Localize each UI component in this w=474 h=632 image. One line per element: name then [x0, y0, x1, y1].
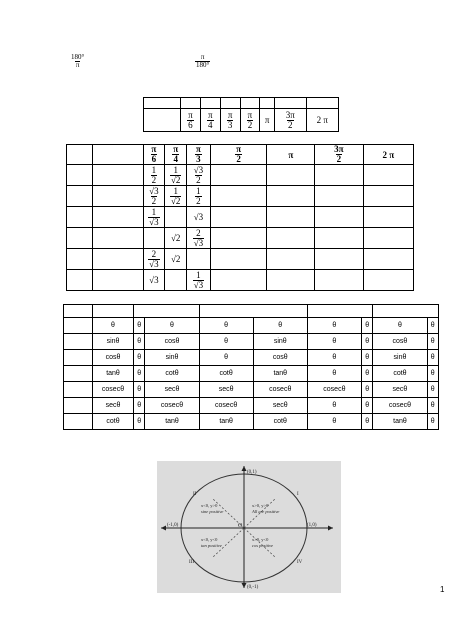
- fraction-numerator: π: [188, 109, 193, 120]
- identities-row: [64, 398, 439, 414]
- radians-header-cell: [220, 98, 240, 109]
- fraction-numerator: 1: [196, 185, 201, 196]
- identities-row-label: [64, 334, 93, 350]
- fraction: [170, 187, 181, 206]
- conversion-left-numerator: 180°: [71, 53, 85, 61]
- identities-row-label: [64, 318, 93, 334]
- identities-row-label: [64, 398, 93, 414]
- identities-row: [64, 382, 439, 398]
- conversion-right-denominator: 180°: [196, 61, 210, 69]
- fraction-numerator: 1: [173, 185, 178, 196]
- identities-cell: cosθ: [93, 350, 134, 366]
- values-cell-empty: [210, 249, 267, 270]
- point-left-label: (-1,0): [167, 523, 179, 528]
- identities-cell: θ: [134, 334, 145, 350]
- fraction-denominator: 2: [236, 154, 241, 164]
- radians-header-cell: [240, 98, 260, 109]
- radians-cell: 2 π: [306, 109, 338, 132]
- identities-row: [64, 334, 439, 350]
- values-header-blank: [67, 145, 93, 165]
- values-header-blank: [92, 145, 143, 165]
- fraction-denominator: 2: [196, 174, 201, 185]
- fraction-denominator: 4: [173, 154, 178, 164]
- identities-cell: tanθ: [253, 366, 307, 382]
- fraction-numerator: 1: [151, 206, 157, 217]
- identities-header-cell: [373, 305, 439, 318]
- page-number: 1: [440, 585, 445, 594]
- conversion-radians-per-degree: [195, 54, 210, 69]
- identities-cell: θ: [134, 366, 145, 382]
- values-cell-empty: [315, 207, 363, 228]
- fraction-denominator: √3: [193, 279, 204, 290]
- quadrant-1-label: I: [297, 492, 299, 497]
- radians-header-cell: [260, 98, 275, 109]
- values-row: [67, 270, 414, 291]
- values-cell-empty: [267, 207, 315, 228]
- values-cell: [143, 186, 165, 207]
- values-cell-empty: [210, 165, 267, 186]
- identities-cell: θ: [427, 398, 439, 414]
- values-row: [67, 249, 414, 270]
- identities-cell: tanθ: [93, 366, 134, 382]
- values-row-blank: [92, 249, 143, 270]
- fraction: [195, 187, 202, 206]
- radians-values-row: [144, 109, 339, 132]
- radians-table: [143, 97, 339, 132]
- identities-cell: θ: [307, 398, 361, 414]
- identities-cell: cotθ: [253, 414, 307, 430]
- identities-cell: cosecθ: [307, 382, 361, 398]
- identities-cell: θ: [134, 414, 145, 430]
- radians-cell: [274, 109, 306, 132]
- unit-circle-figure: [157, 461, 341, 593]
- values-cell-empty: [315, 186, 363, 207]
- fraction-denominator: 2: [151, 174, 157, 185]
- fraction-denominator: 2: [288, 119, 293, 130]
- values-cell-empty: [315, 249, 363, 270]
- values-cell: [187, 249, 211, 270]
- fraction: [151, 166, 158, 185]
- fraction-denominator: 2: [196, 195, 201, 206]
- fraction: [193, 229, 204, 248]
- identities-header-cell: [64, 305, 93, 318]
- identities-cell: θ: [361, 350, 372, 366]
- identities-cell: tanθ: [199, 414, 253, 430]
- identities-cell: θ: [427, 366, 439, 382]
- identities-cell: sinθ: [373, 350, 427, 366]
- identities-header-cell: [199, 305, 307, 318]
- fraction-denominator: √3: [149, 258, 159, 269]
- values-row-label: [67, 207, 93, 228]
- fraction-numerator: π: [236, 144, 242, 154]
- quadrant-3-description: tan positive: [201, 543, 222, 548]
- values-cell-empty: [363, 249, 413, 270]
- identities-row-label: [64, 414, 93, 430]
- quadrant-2-condition: x<0, y>0: [201, 503, 218, 508]
- identities-cell: cotθ: [199, 366, 253, 382]
- fraction: [172, 145, 179, 164]
- identities-cell: tanθ: [373, 414, 427, 430]
- values-row-label: [67, 165, 93, 186]
- values-cell: √3: [187, 207, 211, 228]
- values-row-blank: [92, 186, 143, 207]
- values-row: [67, 165, 414, 186]
- fraction-denominator: 6: [188, 119, 193, 130]
- identities-cell: sinθ: [93, 334, 134, 350]
- values-cell: [187, 186, 211, 207]
- identities-cell: θ: [307, 350, 361, 366]
- values-cell-empty: [210, 186, 267, 207]
- identities-cell: cotθ: [93, 414, 134, 430]
- values-cell: [187, 228, 211, 249]
- quadrant-2-description: sine positive: [201, 509, 224, 514]
- values-cell-empty: [363, 270, 413, 291]
- identities-cell: secθ: [93, 398, 134, 414]
- values-cell-empty: [267, 228, 315, 249]
- identities-cell: θ: [134, 398, 145, 414]
- identities-theta-cell: θ: [373, 318, 427, 334]
- values-cell: [165, 207, 187, 228]
- identities-cell: θ: [134, 350, 145, 366]
- identities-theta-cell: θ: [93, 318, 134, 334]
- fraction-numerator: 2: [196, 227, 201, 238]
- identities-cell: θ: [361, 382, 372, 398]
- values-row-label: [67, 270, 93, 291]
- identities-cell: cosecθ: [373, 398, 427, 414]
- values-cell-empty: [363, 228, 413, 249]
- fraction: [235, 145, 242, 164]
- values-header-cell: [143, 145, 165, 165]
- values-cell: [165, 165, 187, 186]
- fraction: [195, 145, 202, 164]
- radians-cell: [240, 109, 260, 132]
- values-cell: √2: [165, 249, 187, 270]
- fraction-numerator: π: [173, 144, 179, 154]
- values-cell: [143, 228, 165, 249]
- fraction-denominator: 2: [151, 195, 157, 206]
- radians-cell: [200, 109, 220, 132]
- radians-header-cell: [200, 98, 220, 109]
- values-cell-empty: [315, 228, 363, 249]
- values-row: [67, 186, 414, 207]
- identities-cell: θ: [307, 414, 361, 430]
- y-axis-down-arrow: [242, 583, 247, 588]
- values-cell: [165, 270, 187, 291]
- identities-header-cell: [93, 305, 134, 318]
- y-axis-up-arrow: [242, 466, 247, 471]
- fraction-numerator: 3π: [334, 144, 344, 154]
- fraction-denominator: √2: [170, 174, 181, 185]
- values-header-cell: π: [267, 145, 315, 165]
- radians-header-row: [144, 98, 339, 109]
- identities-cell: secθ: [373, 382, 427, 398]
- values-cell-empty: [267, 249, 315, 270]
- radians-header-cell: [181, 98, 201, 109]
- radians-header-cell: [144, 98, 181, 109]
- point-right-label: (1,0): [307, 523, 317, 528]
- identities-cell: cosθ: [253, 350, 307, 366]
- fraction-denominator: 3: [227, 119, 233, 130]
- fraction-numerator: √3: [193, 164, 204, 175]
- values-header-row: [67, 145, 414, 165]
- quadrant-3-condition: x<0, y<0: [201, 537, 218, 542]
- values-row-blank: [92, 165, 143, 186]
- values-row: [67, 207, 414, 228]
- identities-row: [64, 414, 439, 430]
- radians-cell: [220, 109, 240, 132]
- identities-row: [64, 350, 439, 366]
- identities-cell: θ: [134, 382, 145, 398]
- values-cell-empty: [267, 165, 315, 186]
- fraction: [333, 145, 344, 164]
- origin-label: O: [238, 523, 243, 529]
- identities-cell: sinθ: [253, 334, 307, 350]
- values-cell: √3: [143, 270, 165, 291]
- values-row: [67, 228, 414, 249]
- values-cell-empty: [210, 207, 267, 228]
- fraction-numerator: √3: [149, 185, 159, 196]
- identities-cell: cosθ: [145, 334, 199, 350]
- identities-cell: cosecθ: [199, 398, 253, 414]
- fraction: [150, 145, 157, 164]
- quadrant-2-label: II: [193, 492, 197, 497]
- identities-cell: sinθ: [145, 350, 199, 366]
- identities-cell: θ: [361, 334, 372, 350]
- identities-cell: tanθ: [145, 414, 199, 430]
- quadrant-4-label: IV: [297, 560, 303, 565]
- values-cell-empty: [363, 186, 413, 207]
- identities-theta-cell: θ: [134, 318, 145, 334]
- quadrant-1-description: All are positive: [252, 509, 280, 514]
- identities-cell: θ: [427, 350, 439, 366]
- identities-cell: θ: [361, 366, 372, 382]
- identities-cell: secθ: [253, 398, 307, 414]
- fraction-denominator: 2: [336, 154, 342, 164]
- trig-values-table: [66, 144, 414, 291]
- fraction-numerator: 2: [151, 248, 157, 259]
- values-row-label: [67, 228, 93, 249]
- fraction: [148, 187, 159, 206]
- conversion-degrees-per-radian: [70, 54, 85, 69]
- identities-cell: cosθ: [373, 334, 427, 350]
- identities-cell: θ: [427, 414, 439, 430]
- values-cell-empty: [363, 165, 413, 186]
- identities-cell: θ: [199, 334, 253, 350]
- identities-header-row: [64, 305, 439, 318]
- fraction-numerator: π: [151, 144, 157, 154]
- fraction-denominator: √3: [193, 237, 204, 248]
- fraction-denominator: 6: [151, 154, 157, 164]
- fraction-numerator: 3π: [285, 109, 295, 120]
- identities-theta-cell: θ: [307, 318, 361, 334]
- fraction: [170, 166, 181, 185]
- values-header-cell: 2 π: [363, 145, 413, 165]
- quadrant-4-condition: x>0, y<0: [252, 537, 269, 542]
- identities-row-label: [64, 350, 93, 366]
- fraction: [148, 208, 159, 227]
- identities-cell: θ: [361, 414, 372, 430]
- values-cell: [165, 186, 187, 207]
- values-cell-empty: [315, 270, 363, 291]
- identities-theta-cell: θ: [199, 318, 253, 334]
- identities-cell: cosecθ: [145, 398, 199, 414]
- point-bottom-label: (0,-1): [247, 585, 259, 590]
- fraction-numerator: π: [247, 109, 253, 120]
- fraction-denominator: √3: [149, 216, 159, 227]
- fraction-numerator: π: [207, 109, 213, 120]
- fraction-denominator: 4: [208, 119, 213, 130]
- identities-row-label: [64, 366, 93, 382]
- identities-cell: secθ: [199, 382, 253, 398]
- identities-cell: cosecθ: [93, 382, 134, 398]
- identities-cell: cotθ: [145, 366, 199, 382]
- identities-cell: θ: [427, 334, 439, 350]
- identities-theta-cell: θ: [145, 318, 199, 334]
- identities-cell: θ: [361, 398, 372, 414]
- radians-header-cell: [306, 98, 338, 109]
- values-cell: [187, 165, 211, 186]
- values-row-blank: [92, 228, 143, 249]
- conversion-right-numerator: π: [200, 53, 205, 61]
- fraction-numerator: π: [227, 109, 233, 120]
- identities-cell: θ: [307, 334, 361, 350]
- fraction-numerator: π: [195, 144, 201, 154]
- values-header-cell: [187, 145, 211, 165]
- identities-theta-cell: θ: [361, 318, 372, 334]
- trig-identities-table: [63, 304, 439, 430]
- point-top-label: (0,1): [247, 470, 257, 475]
- identities-header-cell: [307, 305, 373, 318]
- identities-theta-cell: θ: [427, 318, 439, 334]
- conversion-left-denominator: π: [75, 61, 80, 69]
- x-axis-left-arrow: [161, 526, 166, 531]
- quadrant-1-condition: x>0, y>0: [252, 503, 269, 508]
- fraction-denominator: √2: [170, 195, 181, 206]
- values-cell-empty: [267, 186, 315, 207]
- values-cell-empty: [210, 228, 267, 249]
- values-cell: [143, 207, 165, 228]
- identities-theta-row: [64, 318, 439, 334]
- identities-header-cell: [134, 305, 200, 318]
- values-cell: [187, 270, 211, 291]
- fraction-numerator: 1: [151, 164, 157, 175]
- fraction-numerator: 1: [196, 269, 201, 280]
- values-cell: [143, 249, 165, 270]
- values-cell-empty: [210, 270, 267, 291]
- identities-cell: θ: [307, 366, 361, 382]
- values-cell-empty: [267, 270, 315, 291]
- fraction: [193, 271, 204, 290]
- values-cell: √2: [165, 228, 187, 249]
- quadrant-4-description: cos positive: [252, 543, 274, 548]
- values-cell-empty: [315, 165, 363, 186]
- fraction: [193, 166, 204, 185]
- radians-cell: [181, 109, 201, 132]
- identities-cell: cotθ: [373, 366, 427, 382]
- x-axis-right-arrow: [328, 526, 333, 531]
- identities-cell: secθ: [145, 382, 199, 398]
- values-header-cell: [165, 145, 187, 165]
- values-row-label: [67, 186, 93, 207]
- identities-theta-cell: θ: [253, 318, 307, 334]
- identities-row-label: [64, 382, 93, 398]
- values-header-cell: [210, 145, 267, 165]
- identities-cell: θ: [427, 382, 439, 398]
- values-row-blank: [92, 207, 143, 228]
- values-cell-empty: [363, 207, 413, 228]
- identities-cell: cosecθ: [253, 382, 307, 398]
- fraction-numerator: 1: [173, 164, 178, 175]
- radians-header-cell: [274, 98, 306, 109]
- fraction-denominator: 2: [247, 119, 253, 130]
- unit-circle-diagram: [157, 461, 341, 593]
- radians-cell: π: [260, 109, 275, 132]
- fraction-denominator: 3: [196, 154, 201, 164]
- values-cell: [143, 165, 165, 186]
- radians-row-label: [144, 109, 181, 132]
- values-row-label: [67, 249, 93, 270]
- quadrant-3-label: III: [189, 560, 194, 565]
- fraction: [148, 250, 159, 269]
- values-header-cell: [315, 145, 363, 165]
- identities-cell: θ: [199, 350, 253, 366]
- values-row-blank: [92, 270, 143, 291]
- identities-row: [64, 366, 439, 382]
